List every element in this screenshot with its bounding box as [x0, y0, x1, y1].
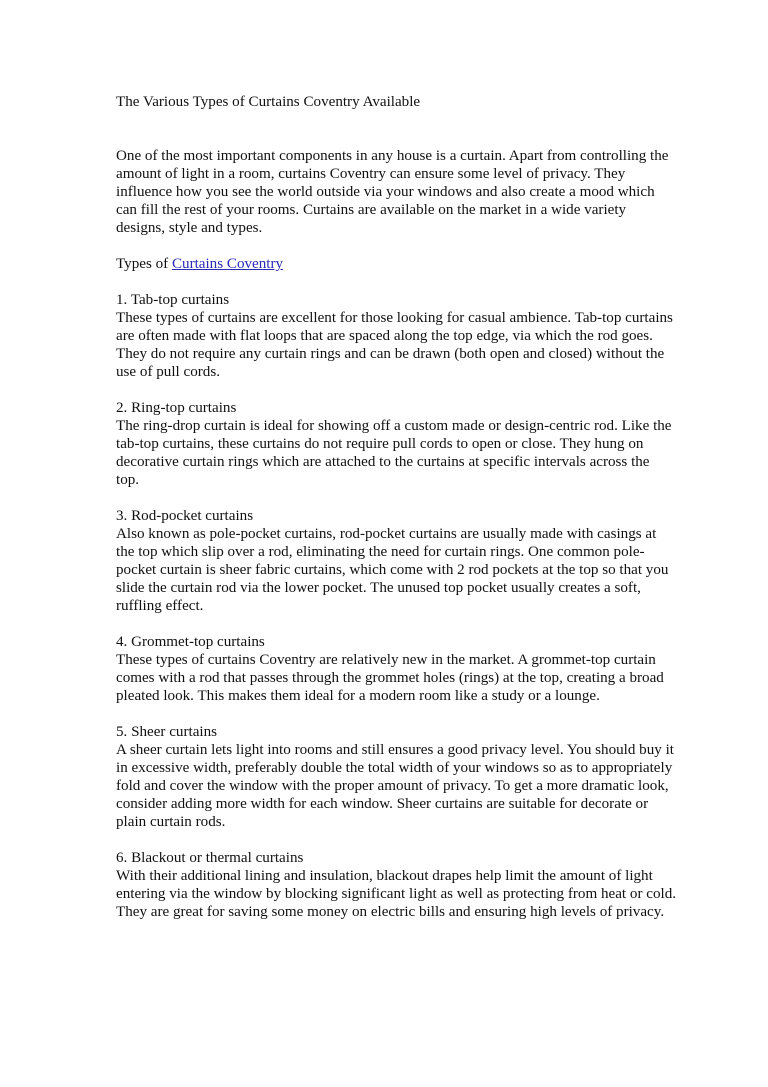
section-body: These types of curtains are excellent for those looking for casual ambience. Tab-top curtains are often made with flat loops that are spaced along the top edge, via which the rod goes. They do not require any curtain rings and can be drawn (both open and closed) without the use of pull cords. [116, 310, 673, 380]
section-title: 6. Blackout or thermal curtains [116, 850, 304, 866]
section-ring-top [116, 399, 676, 489]
section-body: With their additional lining and insulation, blackout drapes help limit the amount of light entering via the window by blocking significant light as well as protecting from heat or cold. They are great for saving some money on electric bills and ensuring high levels of privacy. [116, 868, 677, 920]
section-body: A sheer curtain lets light into rooms and still ensures a good privacy level. You should buy it in excessive width, preferably double the total width of your windows so as to appropriately fold and cover the window with the proper amount of privacy. To get a more dramatic look, consider adding more width for each window. Sheer curtains are suitable for decorate or plain curtain rods. [116, 742, 674, 830]
section-title: 2. Ring-top curtains [116, 400, 237, 416]
section-title: 3. Rod-pocket curtains [116, 508, 254, 524]
curtains-coventry-link[interactable]: Curtains Coventry [171, 256, 284, 272]
section-title: 1. Tab-top curtains [116, 292, 230, 308]
section-grommet-top [116, 633, 676, 705]
section-rod-pocket [116, 507, 676, 615]
document-title: The Various Types of Curtains Coventry Available [116, 94, 421, 110]
section-body: These types of curtains Coventry are relatively new in the market. A grommet-top curtain comes with a rod that passes through the grommet holes (rings) at the top, creating a broad pleated look. This makes them ideal for a modern room like a study or a lounge. [116, 652, 664, 704]
section-body: Also known as pole-pocket curtains, rod-pocket curtains are usually made with casings at the top which slip over a rod, eliminating the need for curtain rings. One common pole-pocket curtain is sheer fabric curtains, which come with 2 rod pockets at the top so that you slide the curtain rod via the lower pocket. The unused top pocket usually creates a soft, ruffling effect. [116, 526, 669, 614]
document-page [116, 93, 676, 939]
section-tab-top [116, 291, 676, 381]
section-title: 5. Sheer curtains [116, 724, 218, 740]
section-blackout [116, 849, 676, 921]
section-body: The ring-drop curtain is ideal for showing off a custom made or design-centric rod. Like the tab-top curtains, these curtains do not require pull cords to open or close. They hung on decorative curtain rings which are attached to the curtains at specific intervals across the top. [116, 418, 672, 488]
types-heading [116, 255, 676, 273]
section-title: 4. Grommet-top curtains [116, 634, 265, 650]
intro-paragraph: One of the most important components in any house is a curtain. Apart from controlling the amount of light in a room, curtains Coventry can ensure some level of privacy. They influence how you see the world outside via your windows and also create a mood which can fill the rest of your rooms. Curtains are available on the market in a wide variety designs, style and types. [116, 148, 669, 236]
types-heading-prefix: Types of [116, 256, 172, 272]
section-sheer [116, 723, 676, 831]
